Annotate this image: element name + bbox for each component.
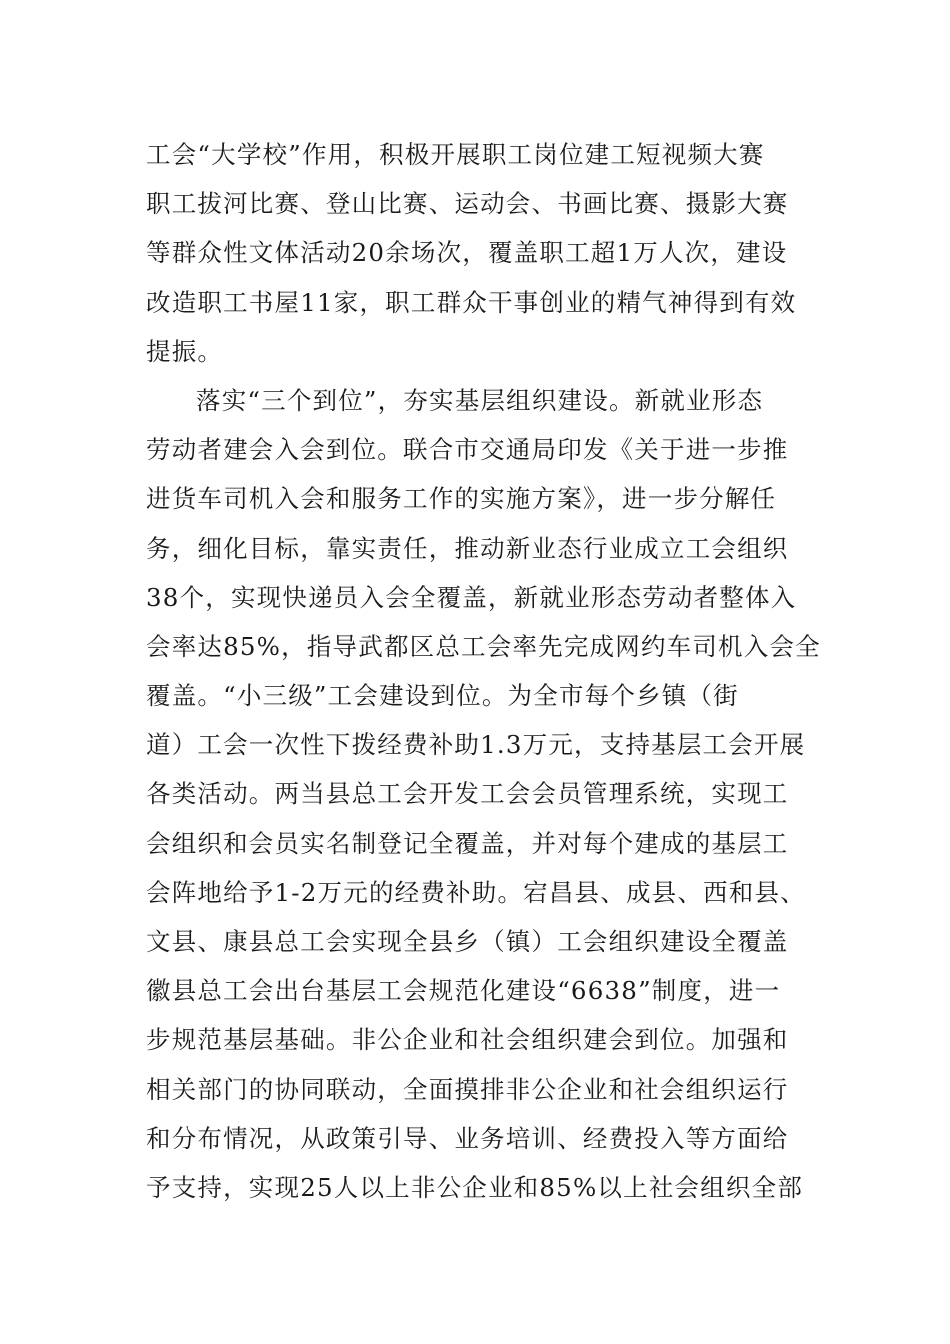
paragraph-1 bbox=[146, 130, 806, 376]
document-body bbox=[146, 130, 821, 1212]
paragraph-line: 工会“大学校”作用，积极开展职工岗位建工短视频大赛 bbox=[146, 140, 765, 169]
paragraph-line: 职工拔河比赛、登山比赛、运动会、书画比赛、摄影大赛 bbox=[146, 189, 789, 219]
paragraph-line: 予支持，实现25人以上非公企业和85%以上社会组织全部 bbox=[146, 1172, 804, 1202]
paragraph-line: 会阵地给予1-2万元的经费补助。宕昌县、成县、西和县、 bbox=[146, 877, 806, 907]
paragraph-2 bbox=[146, 376, 821, 1212]
paragraph-line: 文县、康县总工会实现全县乡（镇）工会组织建设全覆盖 bbox=[146, 927, 789, 956]
paragraph-line: 落实“三个到位”，夯实基层组织建设。新就业形态 bbox=[196, 385, 764, 415]
paragraph-line: 各类活动。两当县总工会开发工会会员管理系统，实现工 bbox=[146, 779, 789, 809]
paragraph-line: 覆盖。“小三级”工会建设到位。为全市每个乡镇（街 bbox=[146, 681, 739, 711]
paragraph-line: 38个，实现快递员入会全覆盖，新就业形态劳动者整体入 bbox=[146, 582, 797, 612]
paragraph-line: 会组织和会员实名制登记全覆盖，并对每个建成的基层工 bbox=[146, 828, 789, 858]
paragraph-line: 会率达85%，指导武都区总工会率先完成网约车司机入会全 bbox=[146, 631, 821, 661]
paragraph-line: 步规范基层基础。非公企业和社会组织建会到位。加强和 bbox=[146, 1025, 789, 1055]
paragraph-line: 道）工会一次性下拨经费补助1.3万元，支持基层工会开展 bbox=[146, 730, 806, 760]
paragraph-line: 进货车司机入会和服务工作的实施方案》，进一步分解任 bbox=[146, 484, 777, 514]
paragraph-line: 等群众性文体活动20余场次，覆盖职工超1万人次，建设 bbox=[146, 238, 788, 268]
paragraph-line: 和分布情况，从政策引导、业务培训、经费投入等方面给 bbox=[146, 1123, 789, 1153]
paragraph-line: 劳动者建会入会到位。联合市交通局印发《关于进一步推 bbox=[146, 435, 789, 465]
paragraph-line: 改造职工书屋11家，职工群众干事创业的精气神得到有效 bbox=[146, 287, 797, 317]
paragraph-line: 相关部门的协同联动，全面摸排非公企业和社会组织运行 bbox=[146, 1074, 789, 1104]
paragraph-line: 务，细化目标，靠实责任，推动新业态行业成立工会组织 bbox=[146, 533, 789, 563]
paragraph-line: 徽县总工会出台基层工会规范化建设“6638”制度，进一 bbox=[146, 976, 781, 1006]
paragraph-line: 提振。 bbox=[146, 336, 224, 366]
